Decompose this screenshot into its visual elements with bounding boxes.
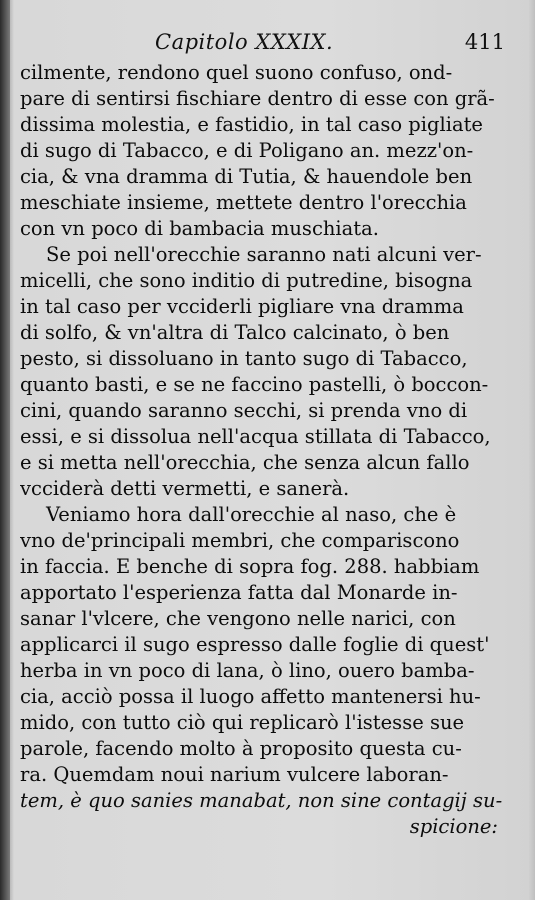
text-line: mido, con tutto ciò qui replicarò l'istesse sue [20,711,465,734]
text-line: di sugo di Tabacco, e di Poligano an. mezz'on- [20,139,474,162]
text-line: meschiate insieme, mettete dentro l'orecchia [20,191,467,214]
text-line: cia, & vna dramma di Tutia, & hauendole ben [20,165,473,188]
text-line: vno de'principali membri, che compariscono [20,529,460,552]
text-line: parole, facendo molto à proposito questa cu- [20,737,462,760]
running-title: Capitolo XXXIX. [155,30,334,54]
text-line: cilmente, rendono quel suono confuso, ond- [20,61,453,84]
text-line: cini, quando saranno secchi, si prenda vno di [20,399,468,422]
text-line: apportato l'esperienza fatta dal Monarde in- [20,581,458,604]
text-line: in faccia. E benche di sopra fog. 288. habbiam [20,555,480,578]
text-line: dissima molestia, e fastidio, in tal caso pigliate [20,113,483,136]
text-line: micelli, che sono inditio di putredine, bisogna [20,269,473,292]
text-line: Veniamo hora dall'orecchie al naso, che è [46,503,457,526]
page-number: 411 [464,30,505,54]
text-line: pesto, si dissoluano in tanto sugo di Tabacco, [20,347,468,370]
text-line: quanto basti, e se ne faccino pastelli, ò boccon- [20,373,489,396]
text-line: e si metta nell'orecchia, che senza alcun fallo [20,451,470,474]
text-line: con vn poco di bambacia muschiata. [20,217,379,240]
text-line: in tal caso per vcciderli pigliare vna dramma [20,295,464,318]
text-line: essi, e si dissolua nell'acqua stillata di Tabacco, [20,425,491,448]
text-line: applicarci il sugo espresso dalle foglie di quest' [20,633,490,656]
text-line: ra. Quemdam noui narium vulcere laboran- [20,763,449,786]
text-line: cia, acciò possa il luogo affetto mantenersi hu- [20,685,481,708]
text-line: vcciderà detti vermetti, e sanerà. [20,477,350,500]
text-line: Se poi nell'orecchie saranno nati alcuni ver- [46,243,482,266]
text-line: spicione: [409,815,498,838]
text-line: pare di sentirsi fischiare dentro di esse con grã- [20,87,495,110]
page-header [155,30,505,60]
text-line: tem, è quo sanies manabat, non sine contagij su- [20,789,503,812]
text-line: herba in vn poco di lana, ò lino, ouero bamba- [20,659,475,682]
body-text [20,60,506,840]
text-line: sanar l'vlcere, che vengono nelle narici, con [20,607,456,630]
page-edge-shadow [529,0,535,900]
text-line: di solfo, & vn'altra di Talco calcinato, ò ben [20,321,450,344]
page-gutter-shadow [0,0,10,900]
